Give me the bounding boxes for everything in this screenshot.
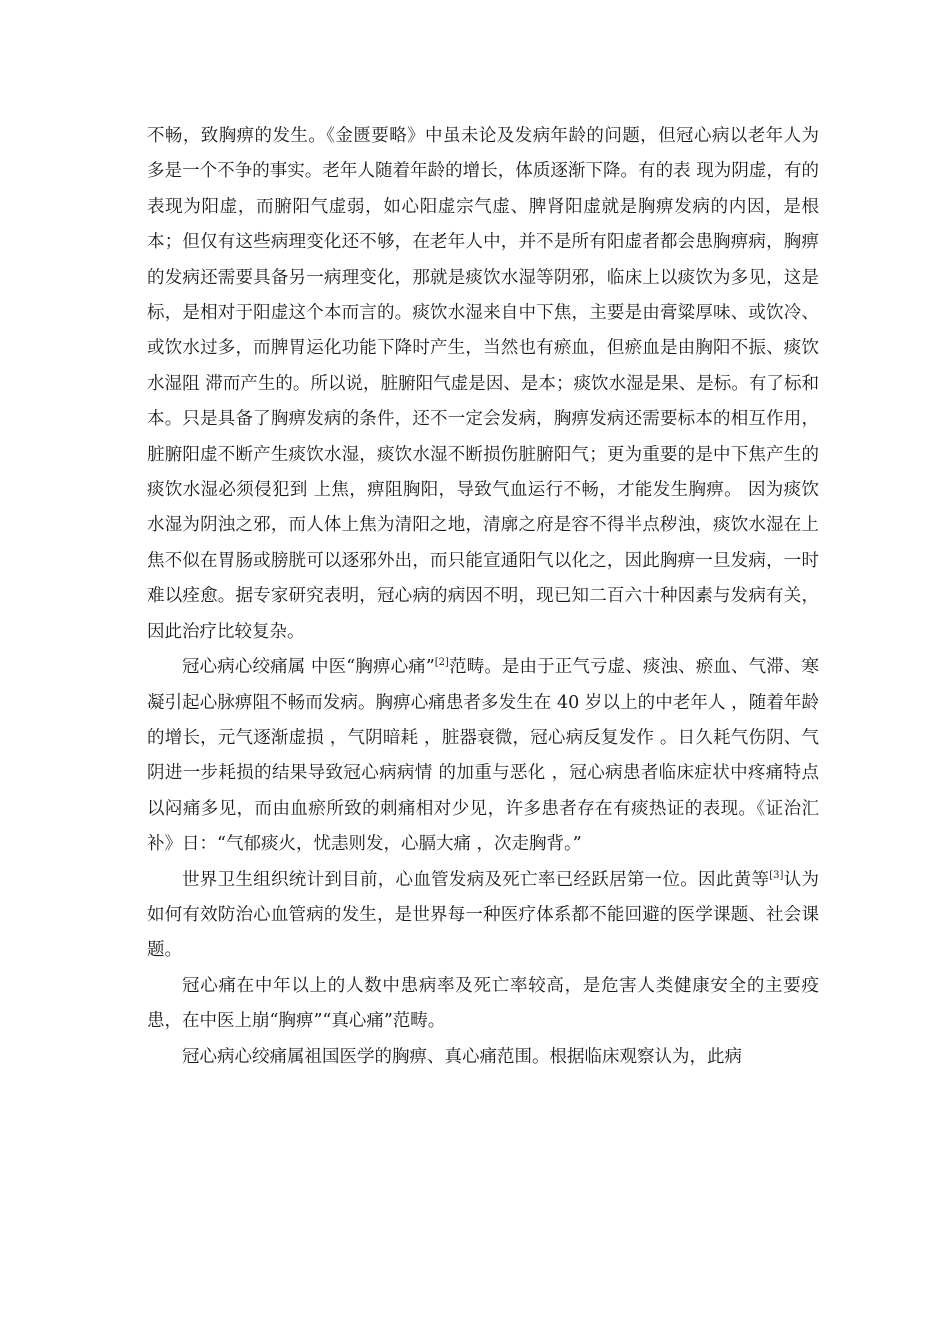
paragraph: [147, 969, 819, 1040]
paragraph-text: 世界卫生组织统计到目前，心血管发病及死亡率已经跃居第一位。因此黄等: [182, 869, 770, 890]
body-text: [147, 119, 819, 1075]
paragraph-text: 冠心病心绞痛属祖国医学的胸痹、真心痛范围。根据临床观察认为，此病: [182, 1046, 742, 1067]
citation-marker: [2]: [434, 657, 449, 669]
citation-marker: [3]: [769, 869, 784, 881]
paragraph: [147, 1040, 819, 1075]
paragraph: [147, 863, 819, 969]
paragraph-text: 范畴。是由于正气亏虚、痰浊、瘀血、气滞、寒凝引起心脉痹阻不畅而发病。胸痹心痛患者多发生在 40 岁以上的中老年人 ，随着年龄的增长，元气逐渐虚损 ，气阴暗耗 ，脏器衰微，冠心病反复发作 。日久耗气伤阴、气阴进一步耗损的结果导致冠心病病情 的加重与恶化 ，冠心病患者临床症状中疼痛特点以闷痛多见，而由血瘀所致的刺痛相对少见，许多患者存在有痰热证的表现。《证治汇补》日：“气郁痰火，忧恚则发，心膈大痛 ，次走胸背。”: [147, 657, 819, 855]
paragraph-text: 冠心痛在中年以上的人数中患病率及死亡率较高，是危害人类健康安全的主要疫患，在中医上崩“胸痹”“真心痛”范畴。: [147, 975, 819, 1032]
paragraph: [147, 650, 819, 862]
paragraph-text: 不畅，致胸痹的发生。《金匮要略》中虽未论及发病年龄的问题，但冠心病以老年人为多是一个不争的事实。老年人随着年龄的增长，体质逐渐下降。有的表 现为阴虚，有的表现为阳虚，而腑阳气虚弱，如心阳虚宗气虚、脾肾阳虚就是胸痹发病的内因，是根本；但仅有这些病理变化还不够，在老年人中，并不是所有阳虚者都会患胸痹病，胸痹的发病还需要具备另一病理变化，那就是痰饮水湿等阴邪，临床上以痰饮为多见，这是 标，是相对于阳虚这个本而言的。痰饮水湿来自中下焦，主要是由膏粱厚味、或饮冷、或饮水过多，而脾胃运化功能下降时产生，当然也有瘀血，但瘀血是由胸阳不振、痰饮水湿阻 滞而产生的。所以说，脏腑阳气虚是因、是本；痰饮水湿是果、是标。有了标和本。只是具备了胸痹发病的条件，还不一定会发病，胸痹发病还需要标本的相互作用， 脏腑阳虚不断产生痰饮水湿，痰饮水湿不断损伤脏腑阳气；更为重要的是中下焦产生的痰饮水湿必须侵犯到 上焦，痹阻胸阳，导致气血运行不畅，才能发生胸痹。 因为痰饮水湿为阴浊之邪，而人体上焦为清阳之地，清廓之府是容不得半点秽浊，痰饮水湿在上焦不似在胃肠或膀胱可以逐邪外出，而只能宣通阳气以化之，因此胸痹一旦发病，一时难以痊愈。据专家研究表明，冠心病的病因不明，现已知二百六十种因素与发病有关，因此治疗比较复杂。: [147, 126, 819, 642]
paragraph-text: 认为如何有效防治心血管病的发生，是世界每一种医疗体系都不能回避的医学课题、社会课题。: [147, 869, 820, 961]
paragraph-text: 冠心病心绞痛属 中医“胸痹心痛”: [182, 657, 435, 678]
paragraph: [147, 119, 819, 650]
